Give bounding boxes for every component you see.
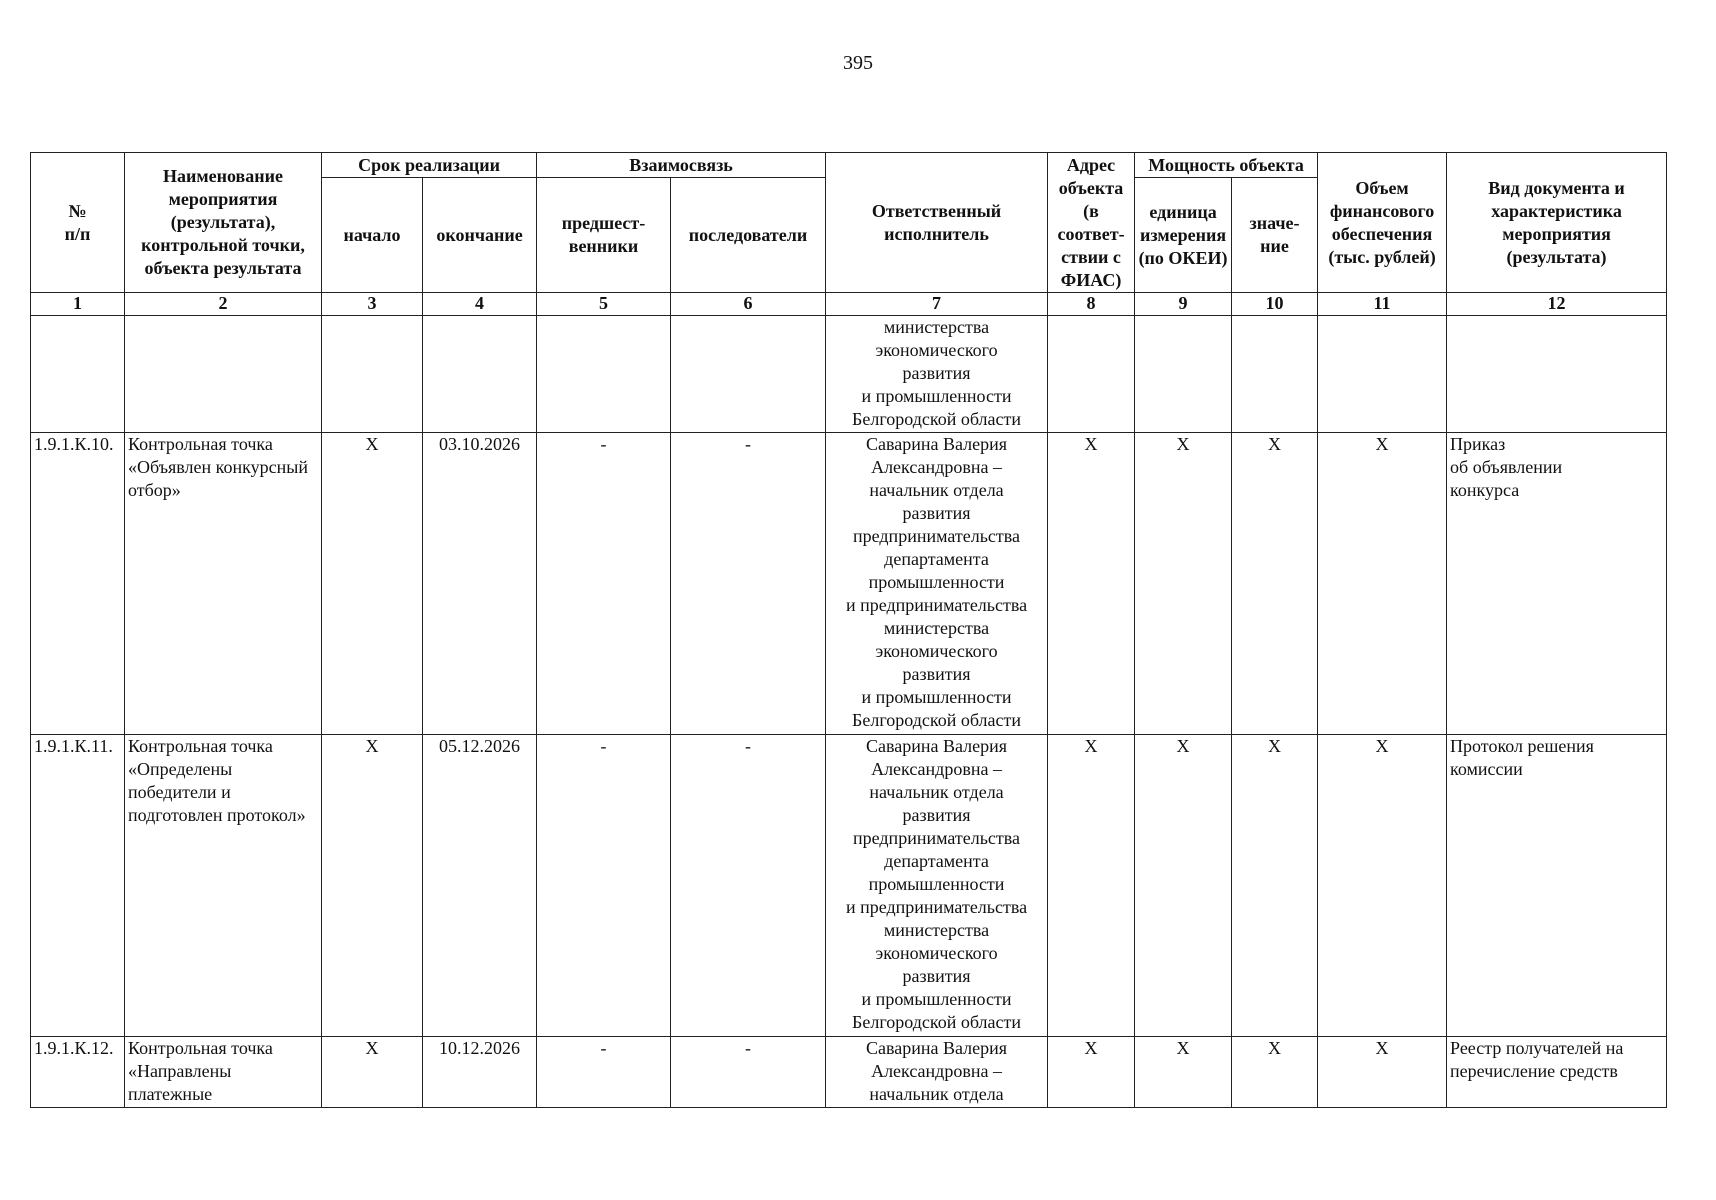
table-row — [31, 735, 1667, 1037]
table-row — [31, 433, 1667, 735]
table-cell — [322, 316, 423, 433]
header-term-start: начало — [322, 178, 423, 293]
plan-table — [30, 152, 1667, 1108]
executor-cell — [826, 1037, 1048, 1108]
header-term-end: окончание — [423, 178, 537, 293]
row-end: 05.12.2026 — [423, 735, 537, 1037]
page-number: 395 — [843, 52, 873, 74]
row-number: 1.9.1.К.12. — [31, 1037, 125, 1108]
header-unit: единица измерения (по ОКЕИ) — [1135, 178, 1232, 293]
table-cell — [671, 316, 826, 433]
row-address: X — [1048, 1037, 1135, 1108]
row-successors: - — [671, 735, 826, 1037]
row-value: X — [1232, 1037, 1318, 1108]
row-document-text: Реестр получателей на перечисление средств — [1450, 1038, 1624, 1081]
row-start: X — [322, 1037, 423, 1108]
row-finance: X — [1318, 735, 1447, 1037]
header-value: значе- ние — [1232, 178, 1318, 293]
column-number: 8 — [1048, 293, 1135, 316]
row-start: X — [322, 735, 423, 1037]
row-predecessors: - — [537, 735, 671, 1037]
table-cell — [31, 316, 125, 433]
header-link-pred: предшест- венники — [537, 178, 671, 293]
column-number: 4 — [423, 293, 537, 316]
header-link-group: Взаимосвязь — [537, 153, 826, 178]
row-document: Приказ об объявлении конкурса — [1447, 433, 1667, 735]
row-end: 03.10.2026 — [423, 433, 537, 735]
executor-cell: Саварина Валерия Александровна – начальник отдела развития предпринимательства департамента промышленности и предпринимательства министерства экономического развития и промышленности Белгородской области — [826, 433, 1048, 735]
column-number: 3 — [322, 293, 423, 316]
row-address: X — [1048, 735, 1135, 1037]
row-name — [125, 1037, 322, 1108]
row-number: 1.9.1.К.10. — [31, 433, 125, 735]
column-number: 1 — [31, 293, 125, 316]
header-doc: Вид документа и характеристика мероприятия (результата) — [1447, 153, 1667, 293]
column-number: 12 — [1447, 293, 1667, 316]
header-link-succ: последователи — [671, 178, 826, 293]
row-unit: X — [1135, 735, 1232, 1037]
table-cell — [537, 316, 671, 433]
row-address: X — [1048, 433, 1135, 735]
header-address: Адрес объекта (в соответ-ствии с ФИАС) — [1048, 153, 1135, 293]
table-cell — [125, 316, 322, 433]
table-cell — [1048, 316, 1135, 433]
row-name-text: Контрольная точка «Направлены платежные — [128, 1038, 273, 1104]
table-cell — [1318, 316, 1447, 433]
row-number: 1.9.1.К.11. — [31, 735, 125, 1037]
table-row-continued — [31, 316, 1667, 433]
row-finance: X — [1318, 433, 1447, 735]
column-number: 11 — [1318, 293, 1447, 316]
column-number: 5 — [537, 293, 671, 316]
header-row-top — [31, 153, 1667, 178]
row-value: X — [1232, 433, 1318, 735]
row-start: X — [322, 433, 423, 735]
header-num: № п/п — [31, 153, 125, 293]
row-unit: X — [1135, 1037, 1232, 1108]
table-cell — [1232, 316, 1318, 433]
column-number: 9 — [1135, 293, 1232, 316]
row-unit: X — [1135, 433, 1232, 735]
table-cell — [423, 316, 537, 433]
column-number: 7 — [826, 293, 1048, 316]
row-name: Контрольная точка «Объявлен конкурсный отбор» — [125, 433, 322, 735]
row-predecessors: - — [537, 1037, 671, 1108]
table-cell — [1447, 316, 1667, 433]
table-row — [31, 1037, 1667, 1108]
row-predecessors: - — [537, 433, 671, 735]
header-name: Наименование мероприятия (результата), контрольной точки, объекта результата — [125, 153, 322, 293]
header-executor: Ответственный исполнитель — [826, 153, 1048, 293]
row-successors: - — [671, 433, 826, 735]
table-cell — [1135, 316, 1232, 433]
executor-text: Саварина Валерия Александровна – начальник отдела — [866, 1038, 1008, 1104]
row-end: 10.12.2026 — [423, 1037, 537, 1108]
row-name: Контрольная точка «Определены победители и подготовлен протокол» — [125, 735, 322, 1037]
column-number-row — [31, 293, 1667, 316]
executor-cell: министерства экономического развития и промышленности Белгородской области — [826, 316, 1048, 433]
header-capacity-group: Мощность объекта — [1135, 153, 1318, 178]
header-finance: Объем финансового обеспечения (тыс. рублей) — [1318, 153, 1447, 293]
header-term-group: Срок реализации — [322, 153, 537, 178]
row-finance: X — [1318, 1037, 1447, 1108]
row-document: Протокол решения комиссии — [1447, 735, 1667, 1037]
column-number: 6 — [671, 293, 826, 316]
column-number: 2 — [125, 293, 322, 316]
column-number: 10 — [1232, 293, 1318, 316]
executor-cell: Саварина Валерия Александровна – начальник отдела развития предпринимательства департамента промышленности и предпринимательства министерства экономического развития и промышленности Белгородской области — [826, 735, 1048, 1037]
row-successors: - — [671, 1037, 826, 1108]
row-document — [1447, 1037, 1667, 1108]
row-value: X — [1232, 735, 1318, 1037]
